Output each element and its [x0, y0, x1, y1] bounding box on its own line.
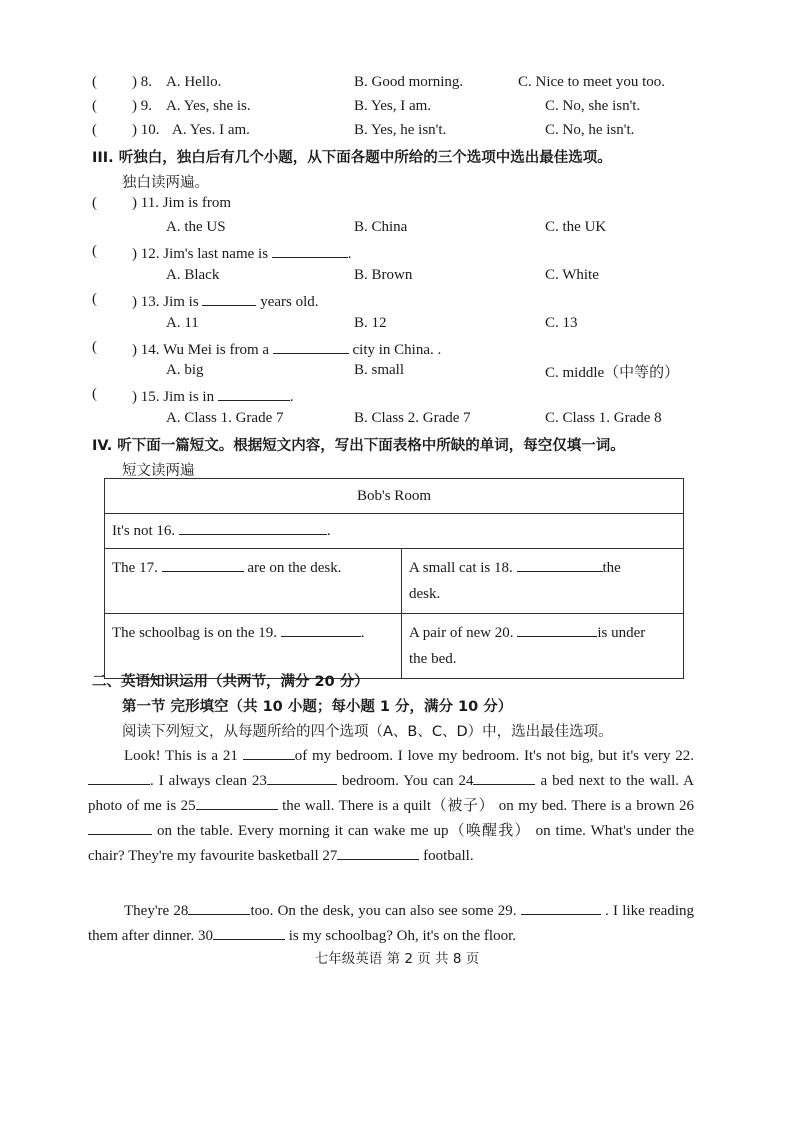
- option-8c: C. Nice to meet you too.: [518, 74, 666, 90]
- section-3-subheading: 独白读两遍。: [122, 175, 209, 191]
- row-16-text: It's not 16.: [112, 523, 176, 539]
- bobs-room-table: [104, 478, 684, 679]
- answer-paren-15[interactable]: (: [92, 386, 97, 402]
- answer-paren-12[interactable]: (: [92, 243, 97, 259]
- question-15-end: .: [289, 389, 294, 405]
- cell-20-end: is under: [597, 625, 646, 641]
- blank-21[interactable]: [243, 745, 295, 760]
- question-12-stem: [132, 243, 352, 263]
- option-8b: B. Good morning.: [354, 74, 464, 90]
- question-11-stem: ) 11. Jim is from: [132, 195, 232, 211]
- blank-24[interactable]: [473, 770, 535, 785]
- question-14-stem: [132, 339, 441, 359]
- blank-18[interactable]: [517, 557, 603, 572]
- cell-17-end: are on the desk.: [247, 560, 342, 576]
- cloze-instructions: 阅读下列短文，从每题所给的四个选项（A、B、C、D）中，选出最佳选项。: [122, 724, 613, 740]
- blank-12[interactable]: [272, 243, 348, 258]
- blank-30[interactable]: [213, 925, 285, 940]
- answer-paren-13[interactable]: (: [92, 291, 97, 307]
- option-15b: B. Class 2. Grade 7: [354, 410, 471, 426]
- blank-25[interactable]: [196, 795, 278, 810]
- blank-14[interactable]: [273, 339, 349, 354]
- option-14a: A. big: [166, 362, 204, 378]
- table-cell-19: [105, 614, 402, 679]
- blank-29[interactable]: [521, 900, 601, 915]
- question-13-text: ) 13. Jim is: [132, 294, 199, 310]
- blank-20[interactable]: [517, 622, 597, 637]
- question-13-end: years old.: [260, 294, 319, 310]
- option-10c: C. No, he isn't.: [545, 122, 635, 138]
- blank-23[interactable]: [267, 770, 337, 785]
- option-13b: B. 12: [354, 315, 387, 331]
- option-12a: A. Black: [166, 267, 220, 283]
- blank-17[interactable]: [162, 557, 244, 572]
- section-3-heading: III. 听独白，独白后有几个小题，从下面各题中所给的三个选项中选出最佳选项。: [92, 150, 612, 166]
- cloze-paragraph-2: [88, 899, 694, 949]
- part-2-title: 二、英语知识运用（共两节，满分 20 分）: [92, 674, 369, 690]
- option-11c: C. the UK: [545, 219, 607, 235]
- question-15-stem: [132, 386, 294, 406]
- question-10-number: ) 10.: [132, 122, 160, 138]
- blank-19[interactable]: [281, 622, 361, 637]
- option-9a: A. Yes, she is.: [166, 98, 251, 114]
- passage-text: football.: [423, 848, 474, 864]
- table-cell-20: [402, 614, 684, 679]
- passage-text: too. On the desk, you can also see some 29.: [250, 903, 517, 919]
- cloze-paragraph-1: [88, 744, 694, 869]
- option-9c: C. No, she isn't.: [545, 98, 641, 114]
- table-title: Bob's Room: [105, 479, 684, 514]
- question-14-end: city in China. .: [352, 342, 442, 358]
- answer-paren-9[interactable]: (: [92, 98, 97, 114]
- blank-26[interactable]: [88, 820, 152, 835]
- passage-text: . I always clean 23: [150, 773, 267, 789]
- blank-13[interactable]: [202, 291, 256, 306]
- option-12b: B. Brown: [354, 267, 413, 283]
- answer-paren-11[interactable]: (: [92, 195, 97, 211]
- option-11a: A. the US: [166, 219, 226, 235]
- cell-18-text: A small cat is 18.: [409, 560, 513, 576]
- cell-20-line2: the bed.: [409, 651, 457, 667]
- option-14c: C. middle（中等的）: [545, 365, 680, 381]
- cell-19-end: .: [360, 625, 365, 641]
- cell-20-text: A pair of new 20.: [409, 625, 514, 641]
- page-footer: 七年级英语 第 2 页 共 8 页: [314, 951, 480, 967]
- option-8a: A. Hello.: [166, 74, 222, 90]
- passage-text: is my schoolbag? Oh, it's on the floor.: [288, 928, 516, 944]
- option-11b: B. China: [354, 219, 408, 235]
- blank-28[interactable]: [188, 900, 250, 915]
- passage-text: They're 28: [124, 903, 189, 919]
- option-15a: A. Class 1. Grade 7: [166, 410, 284, 426]
- option-15c: C. Class 1. Grade 8: [545, 410, 662, 426]
- passage-text: on the table. Every morning it can wake me up（唤醒我） on time. What's under the chair? They're my favourite basketball 27: [88, 823, 695, 864]
- blank-15[interactable]: [218, 386, 290, 401]
- option-10a: A. Yes. I am.: [172, 122, 250, 138]
- cell-18-end: the: [602, 560, 621, 576]
- option-9b: B. Yes, I am.: [354, 98, 432, 114]
- passage-text: . I like reading them after dinner. 30: [88, 903, 695, 944]
- option-13c: C. 13: [545, 315, 578, 331]
- option-12c: C. White: [545, 267, 599, 283]
- answer-paren-8[interactable]: (: [92, 74, 97, 90]
- option-14b: B. small: [354, 362, 405, 378]
- question-13-stem: [132, 291, 319, 311]
- section-1-title: 第一节 完形填空（共 10 小题；每小题 1 分，满分 10 分）: [122, 699, 513, 715]
- option-10b: B. Yes, he isn't.: [354, 122, 447, 138]
- cell-18-line2: desk.: [409, 586, 441, 602]
- cell-19-text: The schoolbag is on the 19.: [112, 625, 277, 641]
- option-13a: A. 11: [166, 315, 199, 331]
- passage-text: Look! This is a 21: [124, 748, 238, 764]
- row-16-end: .: [326, 523, 331, 539]
- answer-paren-14[interactable]: (: [92, 339, 97, 355]
- question-12-text: ) 12. Jim's last name is: [132, 246, 269, 262]
- table-cell-18: [402, 549, 684, 614]
- blank-22[interactable]: [88, 770, 150, 785]
- blank-16[interactable]: [179, 520, 327, 535]
- question-15-text: ) 15. Jim is in: [132, 389, 215, 405]
- answer-paren-10[interactable]: (: [92, 122, 97, 138]
- section-4-subheading: 短文读两遍: [122, 463, 195, 479]
- table-cell-17: [105, 549, 402, 614]
- section-4-heading: IV. 听下面一篇短文。根据短文内容，写出下面表格中所缺的单词，每空仅填一词。: [92, 438, 625, 454]
- passage-text: of my bedroom. I love my bedroom. It's not big, but it's very 22.: [294, 748, 695, 764]
- passage-text: the wall. There is a quilt（被子） on my bed. There is a brown 26: [282, 798, 694, 814]
- passage-text: a bed next to the wall. A photo of me is 25: [88, 773, 695, 814]
- question-8-number: ) 8.: [132, 74, 152, 90]
- table-row-16: [105, 514, 684, 549]
- passage-text: bedroom. You can 24: [341, 773, 474, 789]
- question-14-text: ) 14. Wu Mei is from a: [132, 342, 270, 358]
- question-9-number: ) 9.: [132, 98, 152, 114]
- question-12-end: .: [347, 246, 352, 262]
- cell-17-text: The 17.: [112, 560, 158, 576]
- blank-27[interactable]: [337, 845, 419, 860]
